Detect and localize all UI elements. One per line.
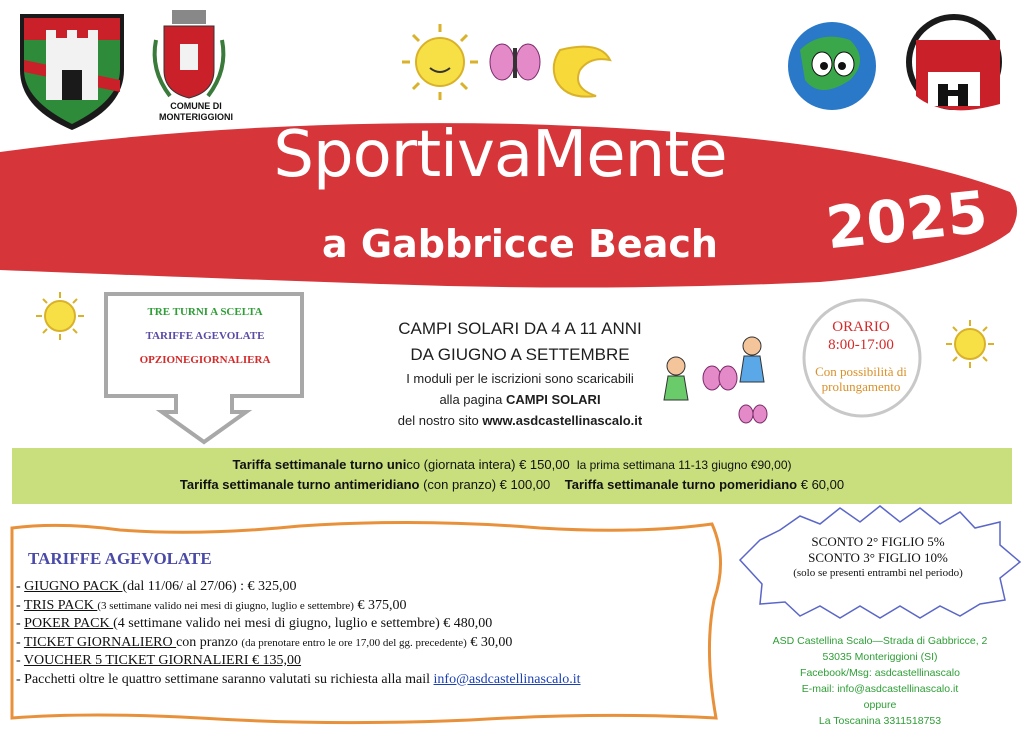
center-line-periodo: DA GIUGNO A SETTEMBRE <box>410 345 630 364</box>
r1-a: Tariffa settimanale turno uni <box>232 457 407 472</box>
r2-b: (con pranzo) € 100,00 <box>419 477 551 492</box>
contact-email: E-mail: info@asdcastellinascalo.it <box>801 683 959 695</box>
giugno-pack-detail: (dal 11/06/ al 27/06) : € 325,00 <box>122 579 297 594</box>
dash: - <box>16 597 24 613</box>
sun-illustration-top <box>402 24 478 100</box>
ticket-pranzo: con pranzo <box>176 634 242 650</box>
tariffa-row-1 <box>12 455 1012 475</box>
comune-caption: COMUNE DI MONTERIGGIONI <box>159 101 233 122</box>
ticket-price: € 30,00 <box>466 634 513 650</box>
center-line-sito <box>330 410 710 431</box>
center-line-pagina <box>330 389 710 410</box>
list-item <box>16 634 726 653</box>
sconto-2: SCONTO 2° FIGLIO 5% <box>811 534 945 549</box>
sconto-3: SCONTO 3° FIGLIO 10% <box>808 550 948 565</box>
pagina-name: CAMPI SOLARI <box>505 392 601 407</box>
contact-oppure: oppure <box>863 699 897 711</box>
r2-a: Tariffa settimanale turno antimeridiano <box>179 477 420 492</box>
dash: - <box>16 616 25 631</box>
poker-pack-detail: (4 settimane valido nei mesi di giugno, luglio e settembre) € 480,00 <box>113 616 493 631</box>
sconto-note: (solo se presenti entrambi nel periodo) <box>793 567 963 579</box>
subtitle: a Gabbricce Beach <box>322 222 718 266</box>
contact-info <box>740 633 1020 729</box>
center-line-moduli: I moduli per le iscrizioni sono scaricabili <box>406 371 634 386</box>
list-item <box>16 578 726 597</box>
center-info <box>330 316 710 431</box>
email-link[interactable]: info@asdcastellinascalo.it <box>433 671 581 687</box>
list-item <box>16 652 726 671</box>
main-title: SportivaMente <box>273 118 727 192</box>
year-label: 2025 <box>822 177 991 263</box>
orario-note <box>790 364 932 394</box>
comune-crest-logo <box>155 10 224 98</box>
r2-c: Tariffa settimanale turno pomeridiano <box>564 477 798 492</box>
pagina-prefix: alla pagina <box>439 392 506 407</box>
sun-illustration-right <box>946 320 994 368</box>
tris-pack-price: € 375,00 <box>353 597 407 613</box>
tariffe-title: TARIFFE AGEVOLATE <box>28 549 212 568</box>
contact-facebook: Facebook/Msg: asdcastellinascalo <box>800 667 960 679</box>
contact-address: ASD Castellina Scalo—Strada di Gabbricce, 2 <box>772 635 988 647</box>
arrow-box-text <box>110 300 300 372</box>
toscanina-logo <box>906 14 1002 110</box>
r1-b: co (giornata intera) € 150,00 <box>406 457 570 472</box>
r2-d: € 60,00 <box>797 477 845 492</box>
orario-hours: 8:00-17:00 <box>828 337 894 353</box>
orario-note-1: Con possibilità di <box>815 364 907 379</box>
tris-pack-note: (3 settimane valido nei mesi di giugno, luglio e settembre) <box>97 599 354 612</box>
r1-c: la prima settimana 11-13 giugno €90,00) <box>576 458 792 472</box>
center-line-eta: CAMPI SOLARI DA 4 A 11 ANNI <box>398 319 642 338</box>
ticket-note: (da prenotare entro le ore 17,00 del gg. precedente) <box>241 636 467 649</box>
list-item <box>16 615 726 634</box>
sconto-info <box>748 534 1008 580</box>
list-item <box>16 597 726 616</box>
tris-pack: TRIS PACK <box>23 597 98 613</box>
moon-illustration <box>554 47 610 97</box>
arrow-line-tariffe: TARIFFE AGEVOLATE <box>145 330 265 342</box>
poker-pack: POKER PACK <box>24 616 114 631</box>
orario-note-2: prolungamento <box>821 379 901 394</box>
orario-label: ORARIO <box>832 319 890 335</box>
magicomondo-logo <box>788 22 876 110</box>
dash: - <box>16 634 24 650</box>
contact-city: 53035 Monteriggioni (SI) <box>822 651 938 663</box>
pacchetti-text: - Pacchetti oltre le quattro settimane saranno valutati su richiesta alla mail <box>16 671 434 687</box>
sito-link[interactable]: www.asdcastellinascalo.it <box>482 413 643 428</box>
tariffe-list <box>16 578 726 689</box>
sito-prefix: del nostro sito <box>397 413 483 428</box>
dash: - <box>16 579 25 594</box>
list-item <box>16 671 726 690</box>
contact-phone: La Toscanina 3311518753 <box>818 715 942 727</box>
sun-illustration-left <box>36 292 84 340</box>
giugno-pack: GIUGNO PACK <box>24 579 123 594</box>
butterfly-illustration-top <box>490 44 540 80</box>
orario-info <box>790 318 932 394</box>
green-band-text <box>12 455 1012 495</box>
castellina-shield-logo <box>20 14 124 130</box>
arrow-line-opzione: OPZIONEGIORNALIERA <box>139 354 271 366</box>
arrow-line-turni: TRE TURNI A SCELTA <box>147 306 263 318</box>
voucher: VOUCHER 5 TICKET GIORNALIERI € 135,00 <box>23 653 302 668</box>
ticket-giornaliero: TICKET GIORNALIERO <box>23 634 177 650</box>
dash: - <box>16 653 24 668</box>
tariffa-row-2 <box>12 475 1012 495</box>
